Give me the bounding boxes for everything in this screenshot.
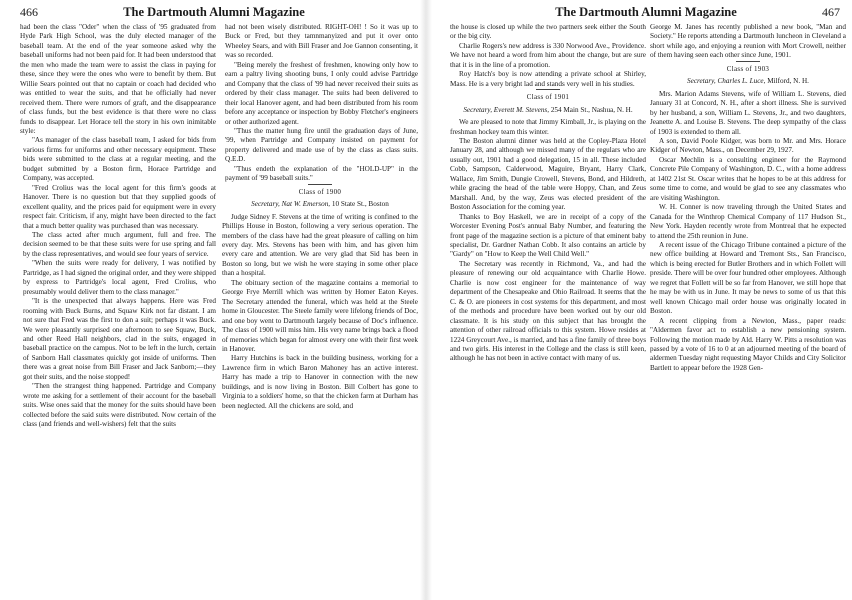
class-secretary-1901 (450, 106, 646, 115)
right-column-2 (650, 23, 846, 595)
paragraph: "As manager of the class baseball team, I asked for bids from various firms for uniforms and other necessary equipment. These bids were submitted to the class at a regular meeting, and the budget submitted by a Boston firm, Horace Partridge and Company, was accepted. (23, 136, 216, 183)
right-running-head (452, 5, 840, 21)
secretary-address: 254 Main St., Nashua, N. H. (550, 105, 633, 114)
right-column-1 (450, 23, 646, 595)
paragraph: W. H. Conner is now traveling through the United States and Canada for the Winthrop Chemical Company of 117 Hudson St., New York. Hayden recently wrote from Montreal that he expected to attend the 25th reunion in June. (650, 203, 846, 240)
paragraph: George M. Janes has recently published a new book, "Man and Society." He reports attending a Dartmouth luncheon in Cleveland a short while ago, and enjoying a reunion with Mort Crowell, neither of them having seen each other since June, 1901. (650, 23, 846, 60)
paragraph: the house is closed up while the two partners seek either the South or the big city. (450, 23, 646, 41)
right-magazine-title: The Dartmouth Alumni Magazine (555, 5, 737, 19)
paragraph: A recent clipping from a Newton, Mass., paper reads: "Aldermen favor act to establish a new pensioning system. Following the motion made by Ald. Harry W. Pitts a resolution was passed by a vote of 16 to 0 at an adjourned meeting of the board of aldermen Tuesday night requesting Mayor Childs and City Solicitor Bartlett to appear before the 1928 Gen- (650, 316, 846, 372)
paragraph: Mrs. Marion Adams Stevens, wife of William L. Stevens, died January 31 at Concord, N. H., after a short illness. She is survived by her husband, a son, William L. Stevens, Jr., and two daughters, Jeanette A. and Louise B. Stevens. The deep sympathy of the class of 1903 is extended to them all. (650, 89, 846, 136)
paragraph: "Fred Crolius was the local agent for this firm's goods at Hanover. There is no question but that they supplied goods of excellent quality, and the prices paid for equipment were in every respect fair. Criticism, if any, might have been directed to the fact that a much better quality was purchased than was necessary. (23, 183, 216, 230)
class-heading-1903: Class of 1903 (650, 61, 846, 74)
left-page (0, 0, 420, 600)
secretary-role: Secretary, (687, 77, 716, 86)
left-column-2 (222, 23, 418, 595)
paragraph: "It is the unexpected that always happens. Here was Fred rooming with Buck Burns, and Squaw Kirk not far distant. I am not sure that Fred was the first to don a suit; perhaps it was Buck. We were pleasantly surprised one afternoon to see Squaw, Buck, and other Reed Hall neighbors, clad in the suits, engaged in baseball practice on the campus. Not to be left in the lurch, certain of Sanborn Hall classmates quickly got inside of uniforms. Then there was a great noise from Bill Fraser and Jack Sanborn;—they got their suits, and the noise stopped! (23, 297, 216, 381)
left-column-1 (20, 23, 216, 595)
paragraph: A son, David Poole Kidger, was born to Mr. and Mrs. Horace Kidger of Newton, Mass., on December 29, 1927. (650, 136, 846, 155)
paragraph: Harry Hutchins is back in the building business, working for a Lawrence firm in which Baron Mahoney has an active interest. Harry has made a trip to Hanover in connection with the new buildings, and is now living in Boston. Bill Colbert has gone to Virginia to a soldiers' home, so that the chicken farm at Durham has been neglected. All the chickens are sold, and (222, 354, 418, 410)
secretary-name: Nat W. Emerson, (281, 200, 331, 209)
paragraph: Judge Sidney F. Stevens at the time of writing is confined to the Phillips House in Boston, following a very serious operation. The members of the class have had the great pleasure of calling on him every day. Mrs. Stevens has been with him, and has given him every care and attention. We are very glad that Sid has been in Boston so long, but we wish he were staying in some other place than a hospital. (222, 212, 418, 278)
paragraph: Charlie Rogers's new address is 330 Norwood Ave., Providence. We have not heard a word from him about the change, but are sure that it is in the line of a promotion. (450, 41, 646, 69)
left-magazine-title: The Dartmouth Alumni Magazine (123, 5, 305, 19)
class-heading-1900: Class of 1900 (222, 184, 418, 197)
secretary-name: Charles L. Luce, (717, 77, 766, 86)
paragraph: "Being merely the freshest of freshmen, knowing only how to earn a paltry living shooting buns, I only could advise Partridge and Company that the class of '99 had never received their suits as ordered by their class manager. The suits had been delivered to their local Hanover agent, and had been distributed from his room before any acceptance or inspection by Bobby Fletcher's engineers or other authorized agent. (225, 60, 418, 126)
paragraph: A recent issue of the Chicago Tribune contained a picture of the new office building at Howard and Tremont Sts., San Francisco, which is being erected for Butler Brothers and in which Follett will preside. There will be over four hundred other employees. Although we regret that Follett will be so far from Hanover, we still hope that he may be with us in June. It may be news to some of us that this well known Chicago mail order house was originally located in Boston. (650, 240, 846, 316)
right-page-number: 467 (822, 5, 840, 19)
class-secretary-1903 (650, 77, 846, 86)
paragraph: We are pleased to note that Jimmy Kimball, Jr., is playing on the freshman hockey team this winter. (450, 118, 646, 136)
paragraph: Oscar Mechlin is a consulting engineer for the Raymond Concrete Pile Company of Washington, D. C., with a home address at 1402 21st St. Oscar writes that he hopes to be at this address for some time to come, and would be glad to see any classmates who are visiting Washington. (650, 155, 846, 202)
paragraph: "Thus the matter hung fire until the graduation days of June, '99, when Partridge and Company insisted on payment for property delivered and made use of by the class as class suits. Q.E.D. (225, 126, 418, 164)
paragraph: "Thus endeth the explanation of the "HOLD-UP" in the payment of '99 baseball suits." (225, 164, 418, 183)
secretary-role: Secretary, (463, 105, 492, 114)
paragraph: "Then the strangest thing happened. Partridge and Company wrote me asking for a settlement of their account for the baseball suits. Wise ones said that the money for the suits should have been collected before the said suits were distributed. Now certain of the class (and friends and well-wishers) felt that the suits (23, 382, 216, 429)
class-heading-1901: Class of 1901 (450, 89, 646, 102)
paragraph: Thanks to Boy Haskell, we are in receipt of a copy of the Worcester Evening Post's annual Baby Number, and featuring the front page of the magazine section is a picture of that eminent baby specialist, Dr. Gardner Nathan Cobb. It also contains an article by "Gardy" on "How to Keep the Well Child Well." (450, 212, 646, 259)
paragraph: Roy Hatch's boy is now attending a private school at Shirley, Mass. He is a very bright lad and stands very well in his studies. (450, 70, 646, 88)
right-page (432, 0, 852, 600)
paragraph: The Boston alumni dinner was held at the Copley-Plaza Hotel January 28, and although we missed many of the regulars who are usually out, 1901 had a good delegation, 15 in all. These included Cobb, Sampson, Calderwood, Maguire, Bryant, Harry Clark, Wallace, Jim Smith, Dungie Crowell, Stevens, Bond, and Hildreth, while gracing the head of the table were Hoppy, Chan, and Zeus Marshall. And, by the way, Zeus was elected president of the Boston Association for the coming year. (450, 136, 646, 212)
paragraph: "When the suits were ready for delivery, I was notified by Partridge, as I had signed the original order, and they were shipped by express to Partridge's local agent, Fred Crolius, who presumably would deliver them to the class manager." (23, 259, 216, 296)
paragraph: The class acted after much argument, full and free. The decision seemed to be that these suits were for use spring and fall by the class representatives, and would see four years of service. (23, 230, 216, 258)
paragraph: The obituary section of the magazine contains a memorial to George Frye Merrill which was written by Homer Eaton Keyes. The Secretary attended the funeral, which was held at the Steele home in Gloucester. The Steele family were lifelong friends of Doc, and one boy went to Dartmouth largely because of Doc's influence. The class of 1900 will miss him. His very name brings back a flood of memories which began for almost every one with their first week in Hanover. (222, 278, 418, 353)
paragraph: had been the class "Oder" when the class of '95 graduated from Hyde Park High School, was the duly elected manager of the baseball team. At the end of the year someone asked why the baseball uniforms had not been paid for. It had been understood that the men who made the team were to assist the class in paying for these, since they were the ones who were to benefit by them. But Willie Sears pointed out that no captain or coach had decided who was entitled to wear the suits, and that he officially had never received them. There were rumors of graft, and the disappearance of class funds, but the best evidence is that there were no class funds to disappear. Let Horace tell the story in his own inimitable style: (20, 23, 216, 135)
secretary-address: Milford, N. H. (767, 77, 809, 86)
class-secretary-1900 (222, 200, 418, 209)
paragraph: had not been wisely distributed. RIGHT-OH! ! So it was up to Buck or Fred, but they tamnmanyized and put it over onto Wheeley Sears, and with Bill Fraser and Joe Gannon consenting, it was so recorded. (225, 23, 418, 60)
secretary-address: 10 State St., Boston (331, 200, 389, 209)
secretary-role: Secretary, (251, 200, 280, 209)
left-page-number: 466 (20, 5, 38, 19)
page-gutter (420, 0, 432, 600)
paragraph: The Secretary was recently in Richmond, Va., and had the pleasure of renewing our old acquaintance with Charlie Howe. Charlie is now cost engineer for the maintenance of way department of the Chesapeake and Ohio Railroad. It seems that the C. & O. are pioneers in cost systems for this department, and most of the methods and procedure have been worked out by our old classmate. It is his study on this subject that has brought the attention of other railroad officials to this system. Howe resides at 1224 Greycourt Ave., is married, and has a fine family of three boys and two girls. His interest in the College and the class is still keen, although he has not been in active contact with many of us. (450, 259, 646, 363)
secretary-name: Everett M. Stevens, (493, 105, 550, 114)
left-running-head (20, 5, 408, 21)
